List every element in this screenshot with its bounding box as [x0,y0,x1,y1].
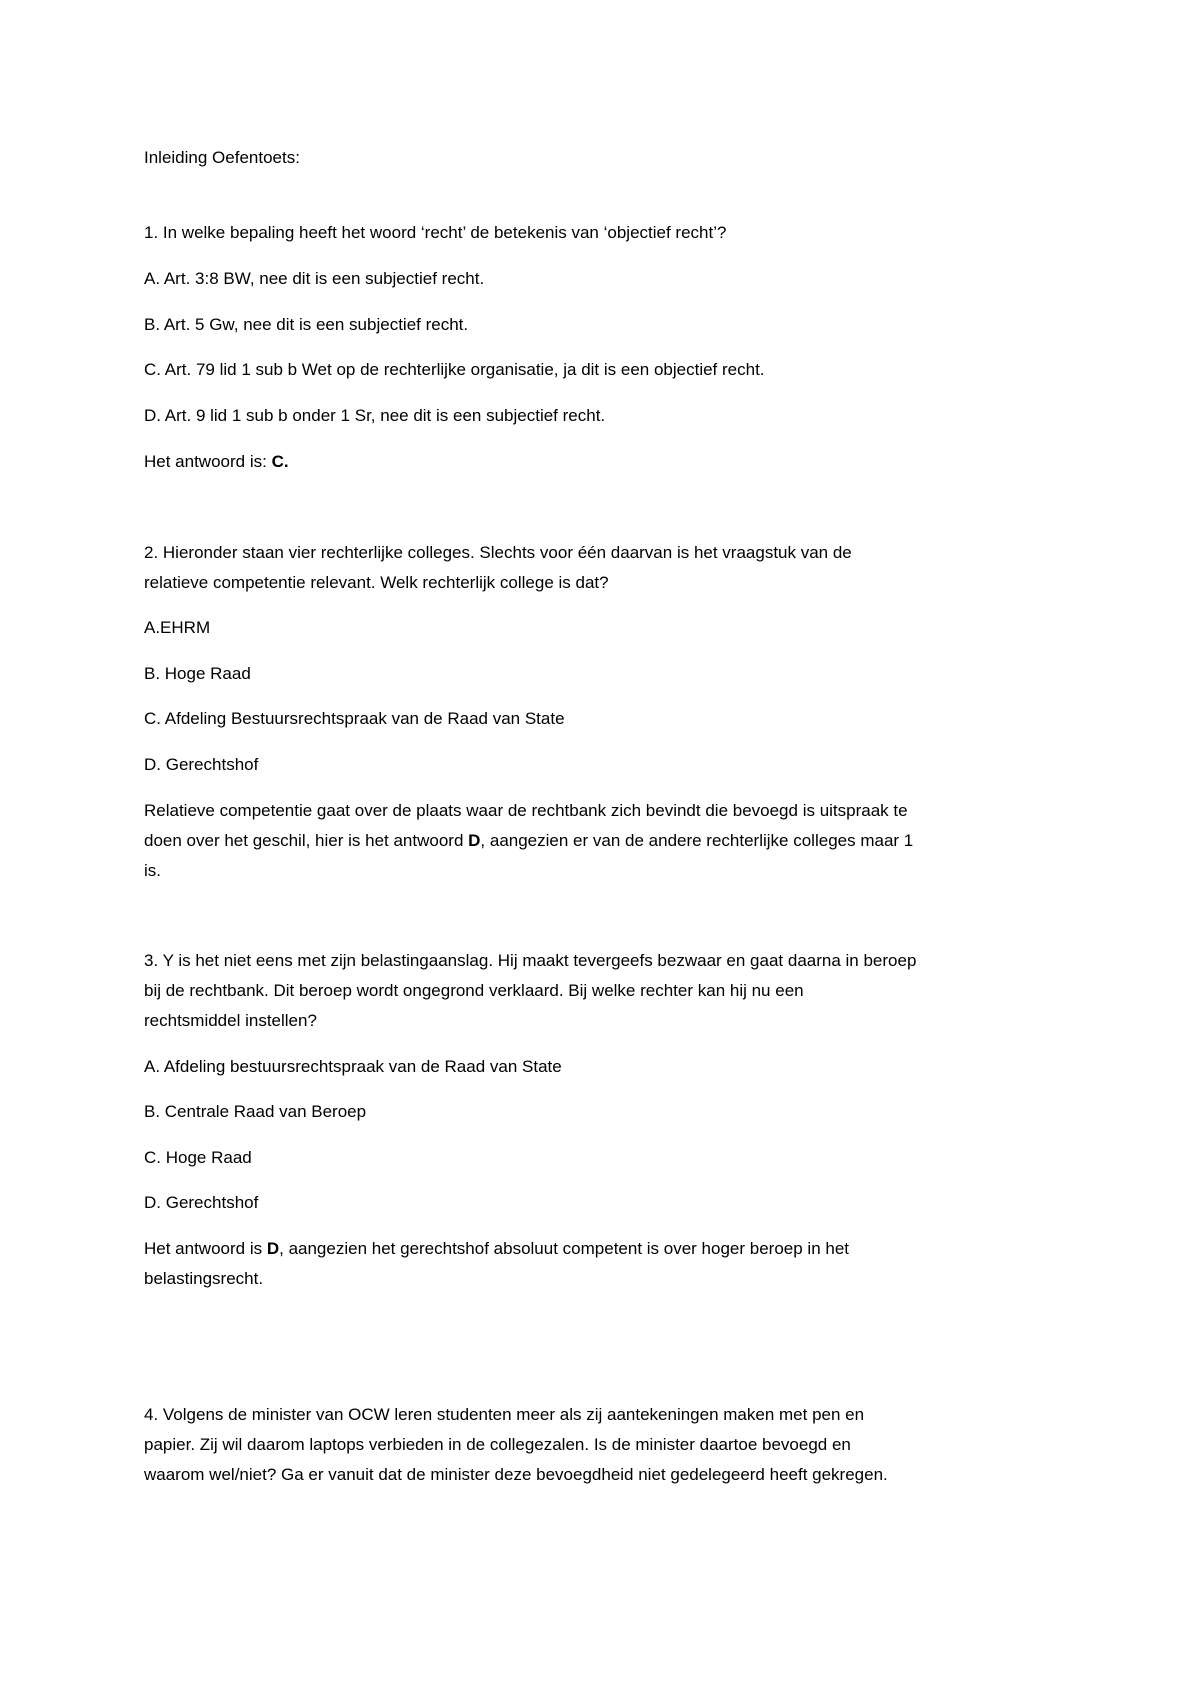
q1-answer [144,451,1074,473]
q1-option-d: D. Art. 9 lid 1 sub b onder 1 Sr, nee dit is een subjectief recht. [144,406,606,425]
question-4-line-1: 4. Volgens de minister van OCW leren studenten meer als zij aantekeningen maken met pen en [144,1405,865,1424]
q1-option-b: B. Art. 5 Gw, nee dit is een subjectief recht. [144,315,469,334]
q3-option-a: A. Afdeling bestuursrechtspraak van de Raad van State [144,1057,562,1076]
question-2-line-1: 2. Hieronder staan vier rechterlijke colleges. Slechts voor één daarvan is het vraagstuk van de [144,543,852,562]
question-4-line-2: papier. Zij wil daarom laptops verbieden in de collegezalen. Is de minister daartoe bevoegd en [144,1435,851,1454]
q2-option-b: B. Hoge Raad [144,664,251,683]
q2-option-a: A.EHRM [144,618,211,637]
q2-answer-text-b: , aangezien er van de andere rechterlijke colleges maar 1 [480,831,914,850]
q3-answer-text-a: Het antwoord is [144,1239,267,1258]
q3-answer-line-2: belastingsrecht. [144,1269,264,1288]
q3-answer-letter: D [266,1239,280,1258]
question-2-line-2: relatieve competentie relevant. Welk rechterlijk college is dat? [144,573,609,592]
q3-option-b: B. Centrale Raad van Beroep [144,1102,367,1121]
q3-option-d: D. Gerechtshof [144,1193,259,1212]
q2-option-c: C. Afdeling Bestuursrechtspraak van de Raad van State [144,709,565,728]
q1-answer-letter: C. [271,452,289,471]
q2-option-d: D. Gerechtshof [144,755,259,774]
q2-answer-line-1: Relatieve competentie gaat over de plaats waar de rechtbank zich bevindt die bevoegd is uitspraak te [144,801,908,820]
question-1: 1. In welke bepaling heeft het woord ‘recht’ de betekenis van ‘objectief recht’? [144,223,727,242]
q3-option-c: C. Hoge Raad [144,1148,252,1167]
question-3-line-2: bij de rechtbank. Dit beroep wordt ongegrond verklaard. Bij welke rechter kan hij nu een [144,981,804,1000]
q1-option-c: C. Art. 79 lid 1 sub b Wet op de rechterlijke organisatie, ja dit is een objectief recht. [144,360,765,379]
question-4-line-3: waarom wel/niet? Ga er vanuit dat de minister deze bevoegdheid niet gedelegeerd heeft gekregen. [144,1465,888,1484]
q2-answer-text-a: doen over het geschil, hier is het antwoord [144,831,469,850]
q2-answer-letter: D [468,831,481,850]
q2-answer-line-3: is. [144,861,161,880]
q3-answer-line-1 [144,1238,1074,1260]
question-3-line-1: 3. Y is het niet eens met zijn belastingaanslag. Hij maakt tevergeefs bezwaar en gaat daarna in beroep [144,951,917,970]
q1-answer-text: Het antwoord is: [144,452,272,471]
document-title: Inleiding Oefentoets: [144,148,300,167]
q2-answer-line-2 [144,830,1074,852]
question-3-line-3: rechtsmiddel instellen? [144,1011,317,1030]
q3-answer-text-b: , aangezien het gerechtshof absoluut competent is over hoger beroep in het [279,1239,850,1258]
q1-option-a: A. Art. 3:8 BW, nee dit is een subjectief recht. [144,269,485,288]
